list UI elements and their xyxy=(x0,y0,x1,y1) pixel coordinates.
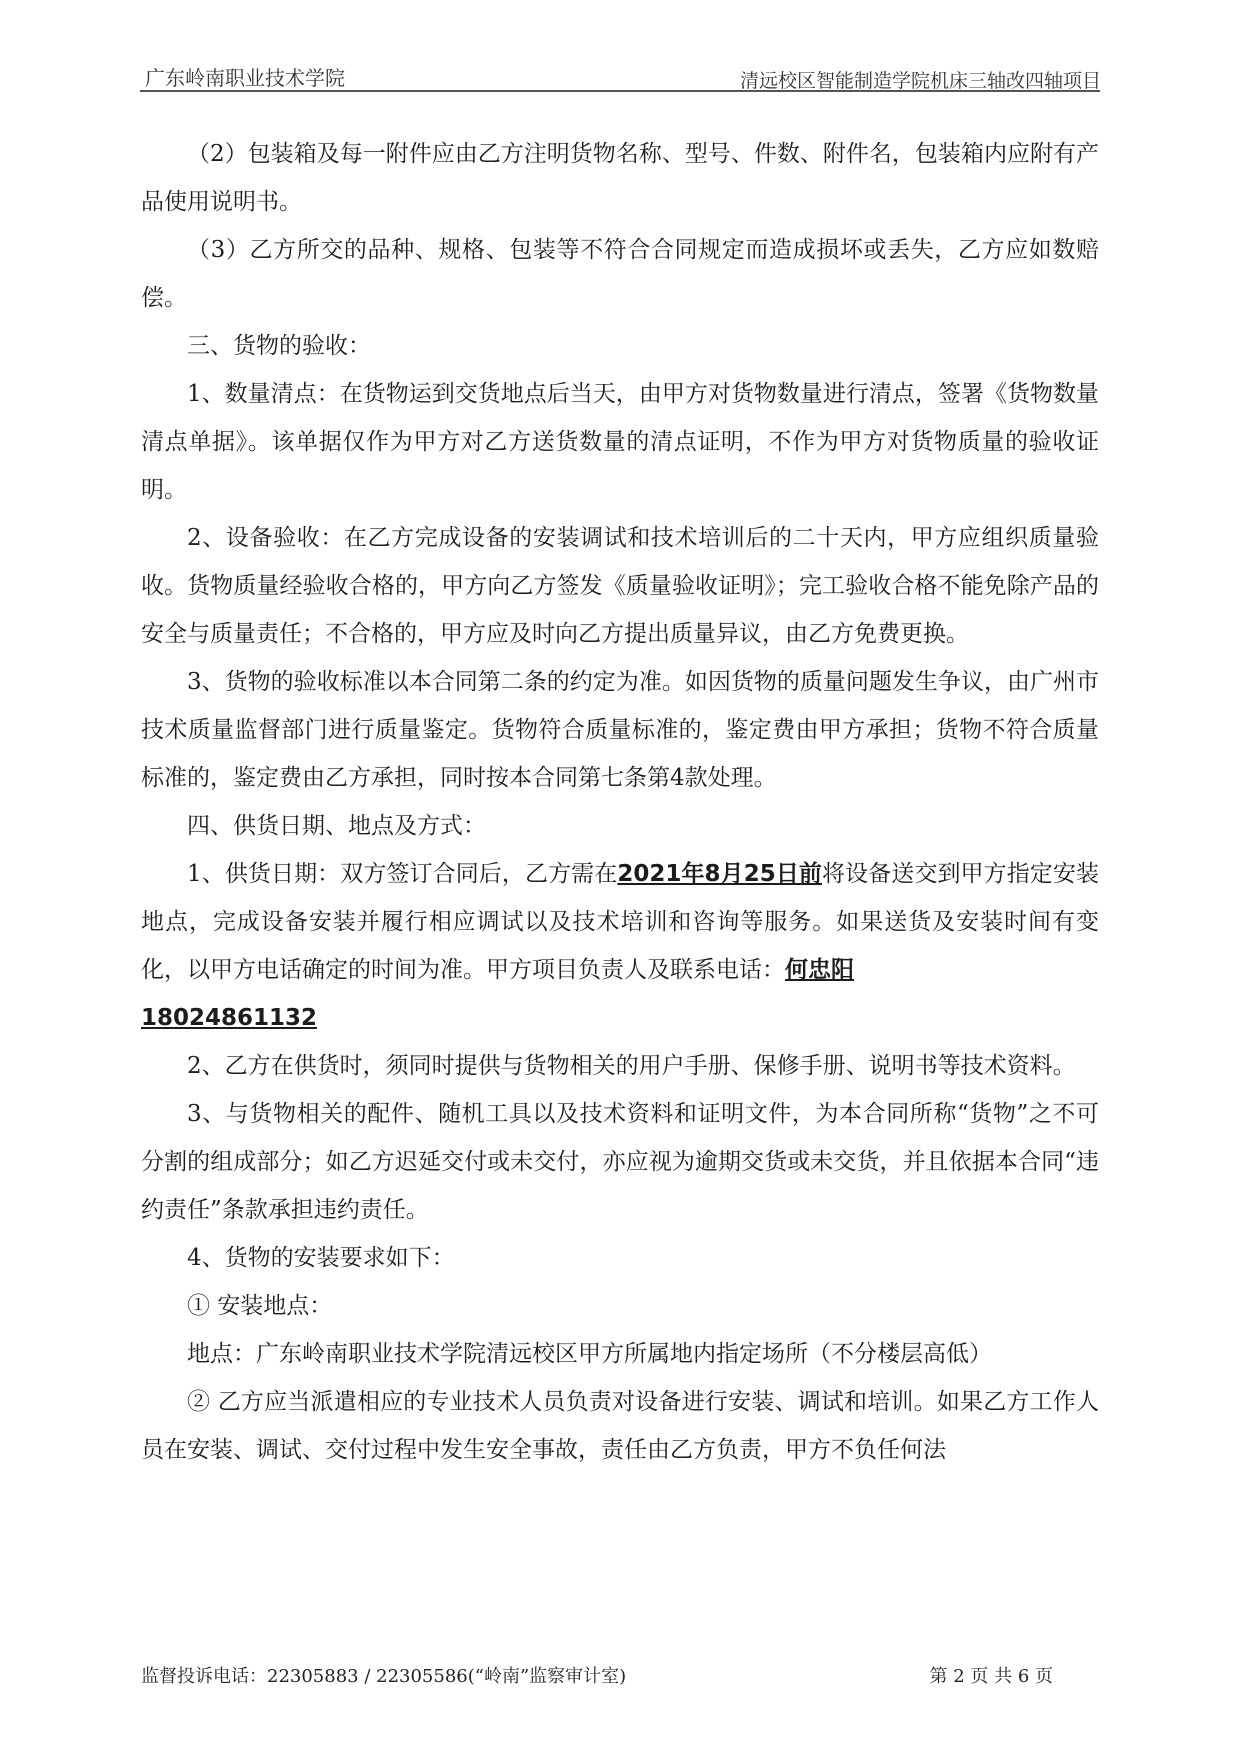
footer-complaint-phone: 监督投诉电话：22305883 / 22305586(“岭南”监察审计室) xyxy=(141,1666,627,1687)
delivery-deadline: 2021年8月25日前 xyxy=(617,861,822,887)
paragraph: （2）包装箱及每一附件应由乙方注明货物名称、型号、件数、附件名，包装箱内应附有产品使用说明书。 xyxy=(141,141,1099,215)
paragraph: 4、货物的安装要求如下： xyxy=(187,1245,455,1271)
paragraph: ② 乙方应当派遣相应的专业技术人员负责对设备进行安装、调试和培训。如果乙方工作人员在安装、调试、交付过程中发生安全事故，责任由乙方负责，甲方不负任何法 xyxy=(141,1389,1099,1463)
contact-phone: 18024861132 xyxy=(141,1005,318,1031)
section-heading: 三、货物的验收： xyxy=(187,333,371,359)
paragraph: 地点：广东岭南职业技术学院清远校区甲方所属地内指定场所（不分楼层高低） xyxy=(187,1341,992,1367)
paragraph: 3、与货物相关的配件、随机工具以及技术资料和证明文件，为本合同所称“货物”之不可分割的组成部分；如乙方迟延交付或未交付，亦应视为逾期交货或未交货，并且依据本合同“违约责任”条款承担违约责任。 xyxy=(141,1101,1099,1223)
paragraph: 2、乙方在供货时，须同时提供与货物相关的用户手册、保修手册、说明书等技术资料。 xyxy=(187,1053,1076,1079)
header-divider xyxy=(140,90,1100,92)
paragraph-delivery-date xyxy=(141,850,1099,1042)
header-project-title: 清远校区智能制造学院机床三轴改四轴项目 xyxy=(739,70,1101,92)
paragraph: 1、数量清点：在货物运到交货地点后当天，由甲方对货物数量进行清点，签署《货物数量清点单据》。该单据仅作为甲方对乙方送货数量的清点证明，不作为甲方对货物质量的验收证明。 xyxy=(141,381,1099,503)
paragraph: （3）乙方所交的品种、规格、包装等不符合合同规定而造成损坏或丢失，乙方应如数赔偿。 xyxy=(141,237,1099,311)
paragraph: 2、设备验收：在乙方完成设备的安装调试和技术培训后的二十天内，甲方应组织质量验收。货物质量经验收合格的，甲方向乙方签发《质量验收证明》；完工验收合格不能免除产品的安全与质量责任；不合格的，甲方应及时向乙方提出质量异议，由乙方免费更换。 xyxy=(141,525,1099,647)
text-fragment: 将设备送交到甲方指定安装地点，完成设备安装并履行相应调试以及技术培训和咨询等服务。如果送货及安装时间有变化，以甲方电话确定的时间为准。甲方项目负责人及联系电话： xyxy=(141,861,1099,983)
contract-body xyxy=(141,130,1099,1474)
header-institution: 广东岭南职业技术学院 xyxy=(145,66,345,90)
text-fragment: 1、供货日期：双方签订合同后，乙方需在 xyxy=(187,861,618,887)
section-heading: 四、供货日期、地点及方式： xyxy=(187,813,486,839)
contact-name: 何忠阳 xyxy=(785,957,854,983)
paragraph: ① 安装地点： xyxy=(187,1293,333,1319)
paragraph: 3、货物的验收标准以本合同第二条的约定为准。如因货物的质量问题发生争议，由广州市技术质量监督部门进行质量鉴定。货物符合质量标准的，鉴定费由甲方承担；货物不符合质量标准的，鉴定费由乙方承担，同时按本合同第七条第4款处理。 xyxy=(141,669,1099,791)
footer-page-number: 第 2 页 共 6 页 xyxy=(929,1666,1053,1687)
